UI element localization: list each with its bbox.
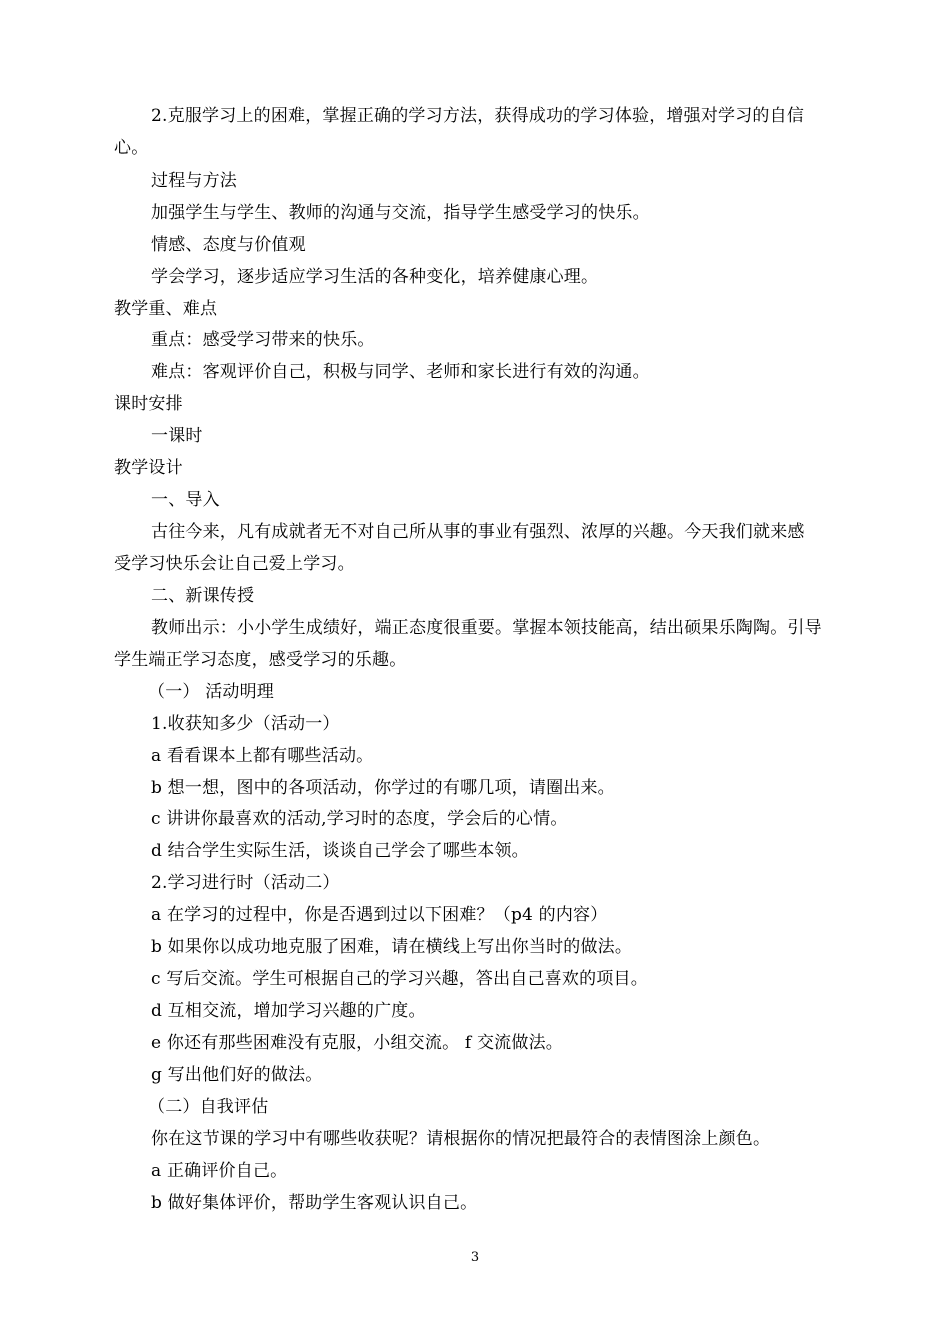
text-line: 一、导入 (151, 490, 220, 510)
text-line: 你在这节课的学习中有哪些收获呢？请根据你的情况把最符合的表情图涂上颜色。 (151, 1129, 771, 1149)
text-line: 学会学习，逐步适应学习生活的各种变化，培养健康心理。 (151, 267, 599, 287)
text-line: a 看看课本上都有哪些活动。 (151, 746, 374, 766)
text-line: （一） 活动明理 (148, 682, 275, 702)
text-line: 过程与方法 (151, 171, 237, 191)
text-line: g 写出他们好的做法。 (151, 1065, 323, 1085)
text-line: 受学习快乐会让自己爱上学习。 (114, 554, 355, 574)
text-line: 1.收获知多少（活动一） (151, 714, 340, 734)
section-heading: 教学设计 (114, 458, 183, 478)
text-line: 教师出示：小小学生成绩好，端正态度很重要。掌握本领技能高，结出硕果乐陶陶。引导 (151, 618, 822, 638)
text-line: e 你还有那些困难没有克服，小组交流。 f 交流做法。 (151, 1033, 563, 1053)
page-number: 3 (470, 1250, 480, 1265)
section-heading: 课时安排 (114, 394, 183, 414)
text-line: d 互相交流，增加学习兴趣的广度。 (151, 1001, 426, 1021)
text-line: 心。 (114, 138, 149, 158)
text-line: 情感、态度与价值观 (151, 235, 306, 255)
text-line: 一课时 (151, 426, 203, 446)
text-line: 2.学习进行时（活动二） (151, 873, 340, 893)
text-line: b 如果你以成功地克服了困难，请在横线上写出你当时的做法。 (151, 937, 633, 957)
text-line: 加强学生与学生、教师的沟通与交流，指导学生感受学习的快乐。 (151, 203, 650, 223)
text-line: c 写后交流。学生可根据自己的学习兴趣，答出自己喜欢的项目。 (151, 969, 648, 989)
text-line: 二、新课传授 (151, 586, 255, 606)
text-line: a 正确评价自己。 (151, 1161, 288, 1181)
text-line: 难点：客观评价自己，积极与同学、老师和家长进行有效的沟通。 (151, 362, 650, 382)
text-line: 学生端正学习态度，感受学习的乐趣。 (114, 650, 407, 670)
text-line: b 想一想，图中的各项活动，你学过的有哪几项，请圈出来。 (151, 778, 615, 798)
text-line: b 做好集体评价，帮助学生客观认识自己。 (151, 1193, 478, 1213)
text-line: 2.克服学习上的困难，掌握正确的学习方法，获得成功的学习体验，增强对学习的自信 (151, 106, 805, 126)
text-line: c 讲讲你最喜欢的活动,学习时的态度，学会后的心情。 (151, 809, 568, 829)
text-line: 古往今来，凡有成就者无不对自己所从事的事业有强烈、浓厚的兴趣。今天我们就来感 (151, 522, 805, 542)
text-line: a 在学习的过程中，你是否遇到过以下困难？（p4 的内容） (151, 905, 608, 925)
text-line: （二）自我评估 (148, 1097, 269, 1117)
text-line: d 结合学生实际生活，谈谈自己学会了哪些本领。 (151, 841, 529, 861)
section-heading: 教学重、难点 (114, 299, 218, 319)
text-line: 重点：感受学习带来的快乐。 (151, 330, 375, 350)
